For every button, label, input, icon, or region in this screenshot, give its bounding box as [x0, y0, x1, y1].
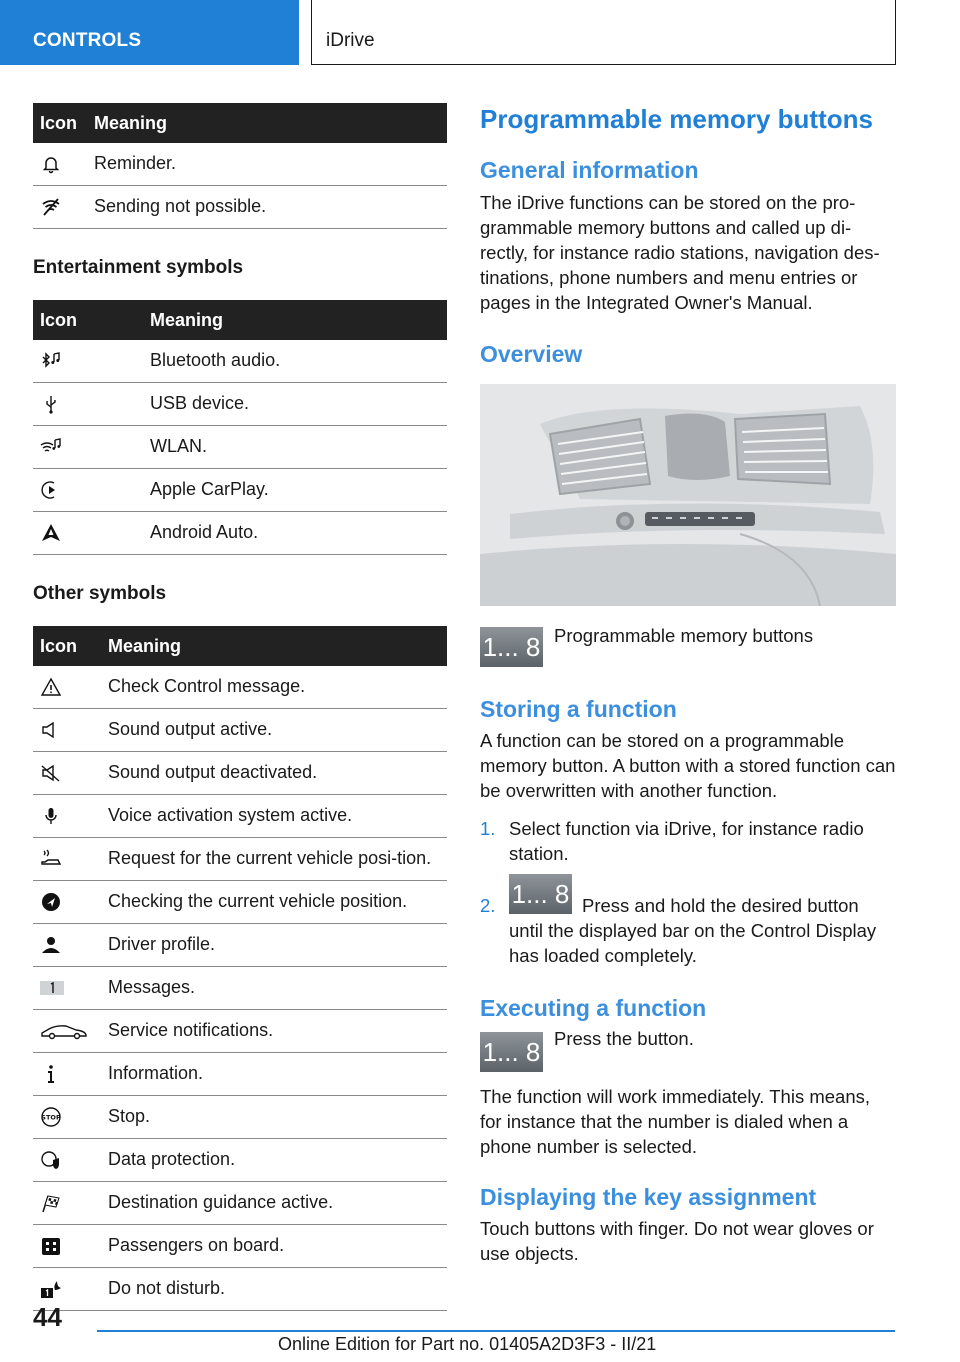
meaning-text: Driver profile.	[108, 924, 447, 967]
bell-icon	[40, 153, 62, 175]
col-icon-header: Icon	[33, 300, 150, 340]
table-row	[33, 512, 447, 555]
table-row	[33, 881, 447, 924]
meaning-text: Sound output active.	[108, 709, 447, 752]
table-row	[33, 666, 447, 709]
messages-icon	[40, 977, 64, 999]
table-row	[33, 838, 447, 881]
table-row	[33, 143, 447, 186]
table-row	[33, 1096, 447, 1139]
overview-heading: Overview	[480, 341, 583, 367]
table-row	[33, 340, 447, 383]
section-tab	[0, 0, 299, 65]
page-number: 44	[33, 1302, 62, 1332]
bluetooth-audio-icon	[40, 350, 62, 372]
sending-not-possible-icon	[40, 196, 62, 218]
car-service-icon	[40, 1020, 88, 1042]
table-row	[33, 1053, 447, 1096]
meaning-text: Checking the current vehicle position.	[108, 881, 447, 924]
col-meaning-header: Meaning	[150, 300, 447, 340]
location-check-icon	[40, 891, 62, 913]
passengers-icon	[40, 1235, 62, 1257]
android-auto-icon	[40, 522, 62, 544]
col-icon-header: Icon	[33, 103, 94, 143]
left-column	[33, 103, 447, 1311]
other-symbols-heading: Other symbols	[33, 583, 167, 604]
meaning-text: Voice activation system active.	[108, 795, 447, 838]
meaning-text: Sound output deactivated.	[108, 752, 447, 795]
step-text: Select function via iDrive, for instance radio station.	[509, 818, 864, 864]
speaker-off-icon	[40, 762, 62, 784]
table-row	[33, 924, 447, 967]
carplay-icon	[40, 479, 62, 501]
meaning-text: Destination guidance active.	[108, 1182, 447, 1225]
entertainment-table	[33, 300, 447, 555]
caption-row	[480, 627, 896, 669]
warning-triangle-icon	[40, 676, 62, 698]
memory-key-graphic: 1... 8	[509, 874, 572, 914]
executing-text: The function will work immediately. This means, for instance that the number is dialed when a phone number is selected.	[480, 1086, 871, 1157]
right-column	[480, 103, 896, 1266]
meaning-text: Request for the current vehicle posi-tion.	[108, 838, 447, 881]
memory-key-graphic: 1... 8	[480, 627, 543, 667]
table-row	[33, 752, 447, 795]
step-number: 2.	[480, 895, 496, 916]
do-not-disturb-icon	[40, 1278, 62, 1300]
chapter-title: iDrive	[326, 30, 375, 51]
table-row	[33, 383, 447, 426]
storing-text: A function can be stored on a programmable memory button. A button with a stored function can be overwritten with another function.	[480, 730, 896, 801]
table-row	[33, 967, 447, 1010]
display-assignment-heading: Displaying the key assignment	[480, 1184, 817, 1210]
executing-press-text: Press the button.	[554, 1028, 694, 1049]
meaning-text: Do not disturb.	[108, 1268, 447, 1311]
meaning-text: USB device.	[150, 383, 447, 426]
meaning-text: Data protection.	[108, 1139, 447, 1182]
meaning-text: Reminder.	[94, 143, 447, 186]
other-symbols-table	[33, 626, 447, 1311]
table-row	[33, 795, 447, 838]
status-symbols-table	[33, 103, 447, 229]
destination-flag-icon	[40, 1192, 62, 1214]
meaning-text: Passengers on board.	[108, 1225, 447, 1268]
entertainment-heading: Entertainment symbols	[33, 257, 244, 278]
col-meaning-header: Meaning	[108, 626, 447, 666]
table-row	[33, 1139, 447, 1182]
display-assignment-text: Touch buttons with finger. Do not wear gloves or use objects.	[480, 1218, 874, 1264]
meaning-text: Stop.	[108, 1096, 447, 1139]
table-row	[33, 426, 447, 469]
memory-key-graphic: 1... 8	[480, 1032, 543, 1072]
table-row	[33, 709, 447, 752]
driver-profile-icon	[40, 934, 62, 956]
meaning-text: Android Auto.	[150, 512, 447, 555]
footer-divider	[97, 1330, 895, 1332]
meaning-text: Messages.	[108, 967, 447, 1010]
dashboard-photo	[480, 384, 896, 606]
speaker-icon	[40, 719, 62, 741]
section-title: CONTROLS	[33, 30, 142, 51]
table-row	[33, 1010, 447, 1053]
list-item	[480, 816, 896, 866]
step-number: 1.	[480, 818, 496, 839]
vehicle-position-request-icon	[40, 848, 62, 870]
meaning-text: WLAN.	[150, 426, 447, 469]
section-heading: Programmable memory buttons	[480, 104, 873, 134]
photo-caption: Programmable memory buttons	[554, 625, 814, 646]
general-info-heading: General information	[480, 157, 699, 183]
table-row	[33, 186, 447, 229]
table-row	[33, 1182, 447, 1225]
executing-row	[480, 1030, 896, 1072]
executing-heading: Executing a function	[480, 995, 707, 1021]
microphone-icon	[40, 805, 62, 827]
list-item	[480, 874, 896, 968]
table-row	[33, 1268, 447, 1311]
chapter-tab	[311, 0, 896, 65]
col-meaning-header: Meaning	[94, 103, 447, 143]
info-icon	[40, 1063, 62, 1085]
wlan-icon	[40, 436, 62, 458]
footer-edition: Online Edition for Part no. 01405A2D3F3 - II/21	[278, 1334, 657, 1354]
general-info-text: The iDrive functions can be stored on the pro-grammable memory buttons and called up di-rectly, for instance radio stations, navigation des-tinations, phone numbers and menu entries or pages in the Integrated Owner's Manual.	[480, 192, 880, 313]
table-row	[33, 1225, 447, 1268]
svg-text:STOP: STOP	[41, 1113, 61, 1122]
meaning-text: Apple CarPlay.	[150, 469, 447, 512]
data-protection-icon	[40, 1149, 62, 1171]
step-text: Press and hold the desired button until the displayed bar on the Control Display has loaded completely.	[509, 895, 877, 966]
usb-icon	[40, 393, 62, 415]
col-icon-header: Icon	[33, 626, 108, 666]
meaning-text: Service notifications.	[108, 1010, 447, 1053]
stop-icon	[40, 1106, 62, 1128]
table-row	[33, 469, 447, 512]
meaning-text: Information.	[108, 1053, 447, 1096]
meaning-text: Check Control message.	[108, 666, 447, 709]
storing-heading: Storing a function	[480, 696, 677, 722]
meaning-text: Sending not possible.	[94, 186, 447, 229]
meaning-text: Bluetooth audio.	[150, 340, 447, 383]
